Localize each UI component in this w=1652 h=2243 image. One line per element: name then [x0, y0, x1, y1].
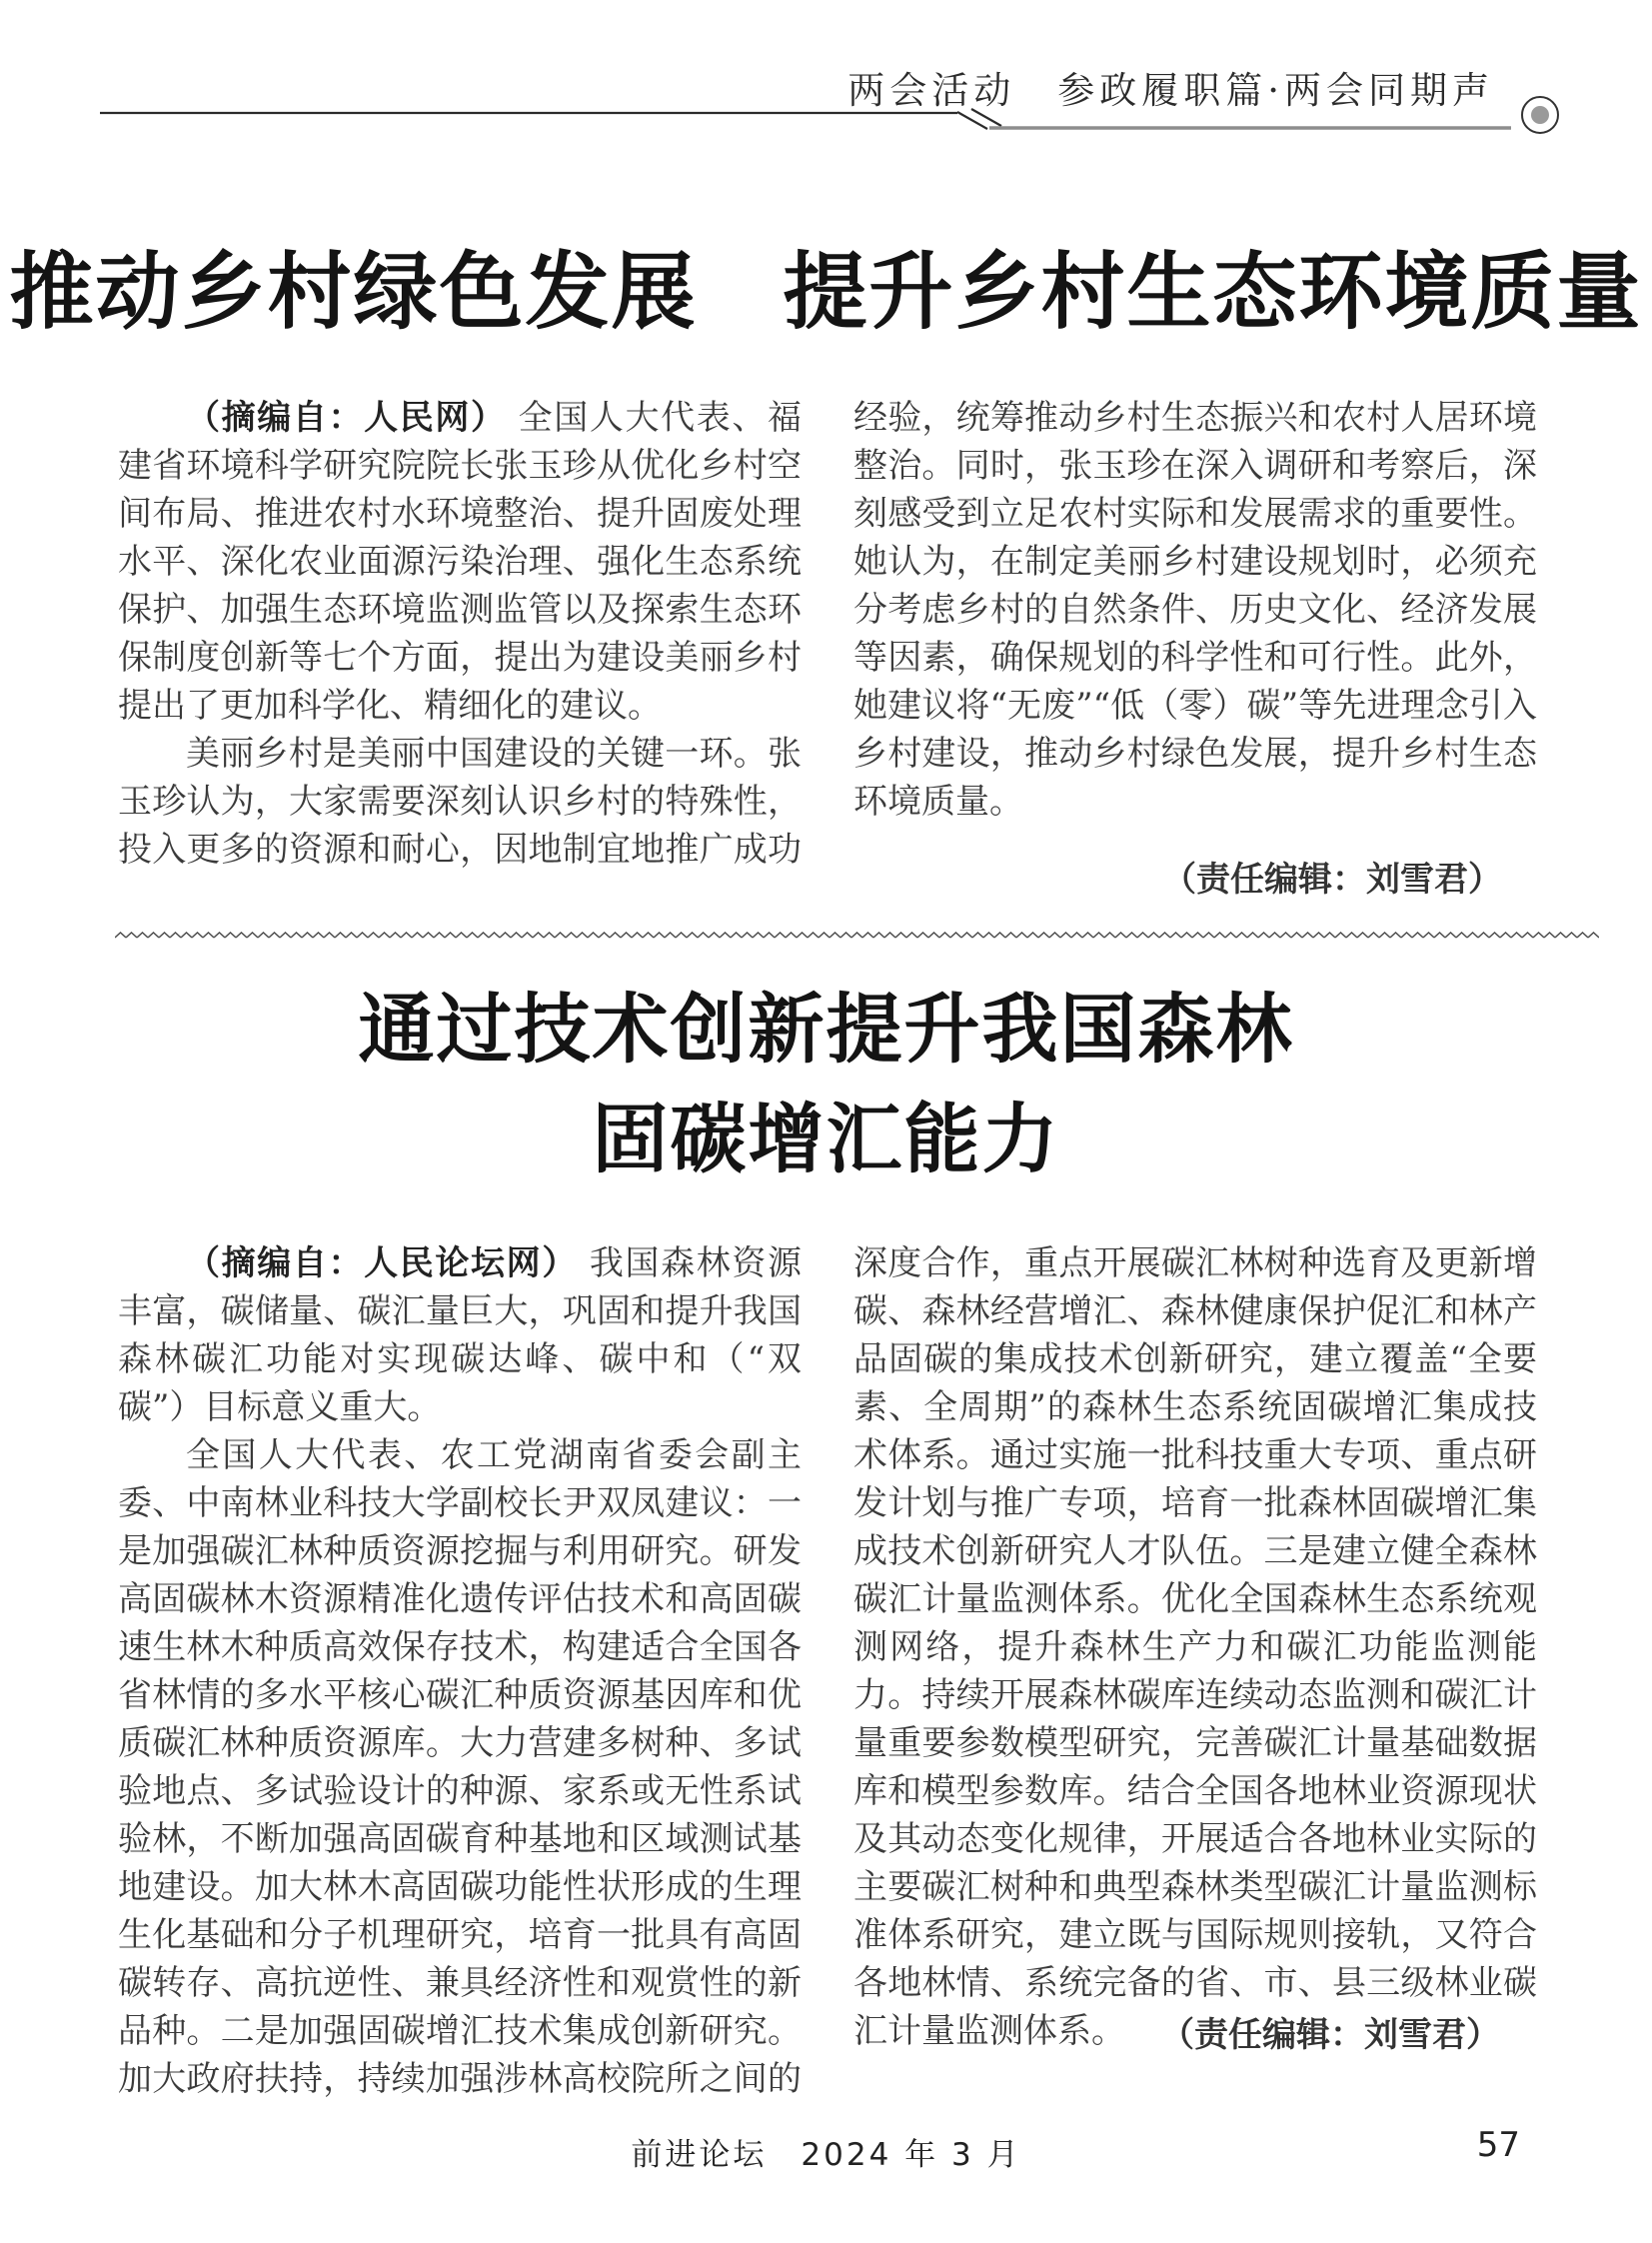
article-2-paragraph-1-text: 我国森林资源丰富，碳储量、碳汇量巨大，巩固和提升我国森林碳汇功能对实现碳达峰、碳中和（“双碳”）目标意义重大。: [118, 1243, 803, 1427]
article-2-source-attribution: （摘编自：人民论坛网）: [186, 1243, 578, 1283]
footer-journal-line: 前进论坛 2024 年 3 月: [631, 2137, 1021, 2173]
wavy-divider: [115, 930, 1599, 942]
header-section-label: 两会活动 参政履职篇·两会同期声: [847, 69, 1494, 112]
article-1-source-attribution: （摘编自：人民网）: [186, 398, 507, 438]
article-2-body: [118, 1239, 1537, 2119]
footer-page-number: 57: [1476, 2125, 1520, 2165]
article-2-paragraph-1: [118, 1239, 802, 1431]
article-1-paragraph-1-text: 全国人大代表、福建省环境科学研究院院长张玉珍从优化乡村空间布局、推进农村水环境整治、提升固废处理水平、深化农业面源污染治理、强化生态系统保护、加强生态环境监测监管以及探索生态环保制度创新等七个方面，提出为建设美丽乡村提出了更加科学化、精细化的建议。: [118, 398, 803, 726]
article-1-editor-note: （责任编辑：刘雪君）: [1162, 860, 1502, 900]
article-1-paragraph-2-text: 美丽乡村是美丽中国建设的关键一环。张玉珍认为，大家需要深刻认识乡村的特殊性，投入更多的资源和耐心，因地制宜地推广成功经验，统筹推动乡村生态振兴和农村人居环境整治。同时，张玉珍在深入调研和考察后，深刻感受到立足农村实际和发展需求的重要性。她认为，在制定美丽乡村建设规划时，必须充分考虑乡村的自然条件、历史文化、经济发展等因素，确保规划的科学性和可行性。此外，她建议将“无废”“低（零）碳”等先进理念引入乡村建设，推动乡村绿色发展，提升乡村生态环境质量。: [118, 398, 1537, 870]
article-1-body: [118, 394, 1537, 880]
bullseye-dot-icon: [1531, 106, 1549, 124]
bullseye-icon: [1521, 96, 1559, 134]
article-2-title-line-1: 通过技术创新提升我国森林: [358, 985, 1294, 1074]
article-1-paragraph-1: [118, 394, 802, 730]
article-2-title: [0, 975, 1652, 1194]
article-2-title-line-2: 固碳增汇能力: [592, 1095, 1060, 1183]
article-2-paragraph-2-text: 全国人大代表、农工党湖南省委会副主委、中南林业科技大学副校长尹双凤建议：一是加强碳汇林种质资源挖掘与利用研究。研发高固碳林木资源精准化遗传评估技术和高固碳速生林木种质高效保存技术，构建适合全国各省林情的多水平核心碳汇种质资源基因库和优质碳汇林种质资源库。大力营建多树种、多试验地点、多试验设计的种源、家系或无性系试验林，不断加强高固碳育种基地和区域测试基地建设。加大林木高固碳功能性状形成的生理生化基础和分子机理研究，培育一批具有高固碳转存、高抗逆性、兼具经济性和观赏性的新品种。二是加强固碳增汇技术集成创新研究。加大政府扶持，持续加强涉林高校院所之间的深度合作，重点开展碳汇林树种选育及更新增碳、森林经营增汇、森林健康保护促汇和林产品固碳的集成技术创新研究，建立覆盖“全要素、全周期”的森林生态系统固碳增汇集成技术体系。通过实施一批科技重大专项、重点研发计划与推广专项，培育一批森林固碳增汇集成技术创新研究人才队伍。三是建立健全森林碳汇计量监测体系。优化全国森林生态系统观测网络，提升森林生产力和碳汇功能监测能力。持续开展森林碳库连续动态监测和碳汇计量重要参数模型研究，完善碳汇计量基础数据库和模型参数库。结合全国各地林业资源现状及其动态变化规律，开展适合各地林业实际的主要碳汇树种和典型森林类型碳汇计量监测标准体系研究，建立既与国际规则接轨，又符合各地林情、系统完备的省、市、县三级林业碳汇计量监测体系。: [118, 1243, 1537, 2099]
article-2-editor-note: （责任编辑：刘雪君）: [1160, 2015, 1500, 2055]
header-rule-line: [100, 96, 1511, 136]
article-1-title: 推动乡村绿色发展 提升乡村生态环境质量: [9, 243, 1643, 341]
